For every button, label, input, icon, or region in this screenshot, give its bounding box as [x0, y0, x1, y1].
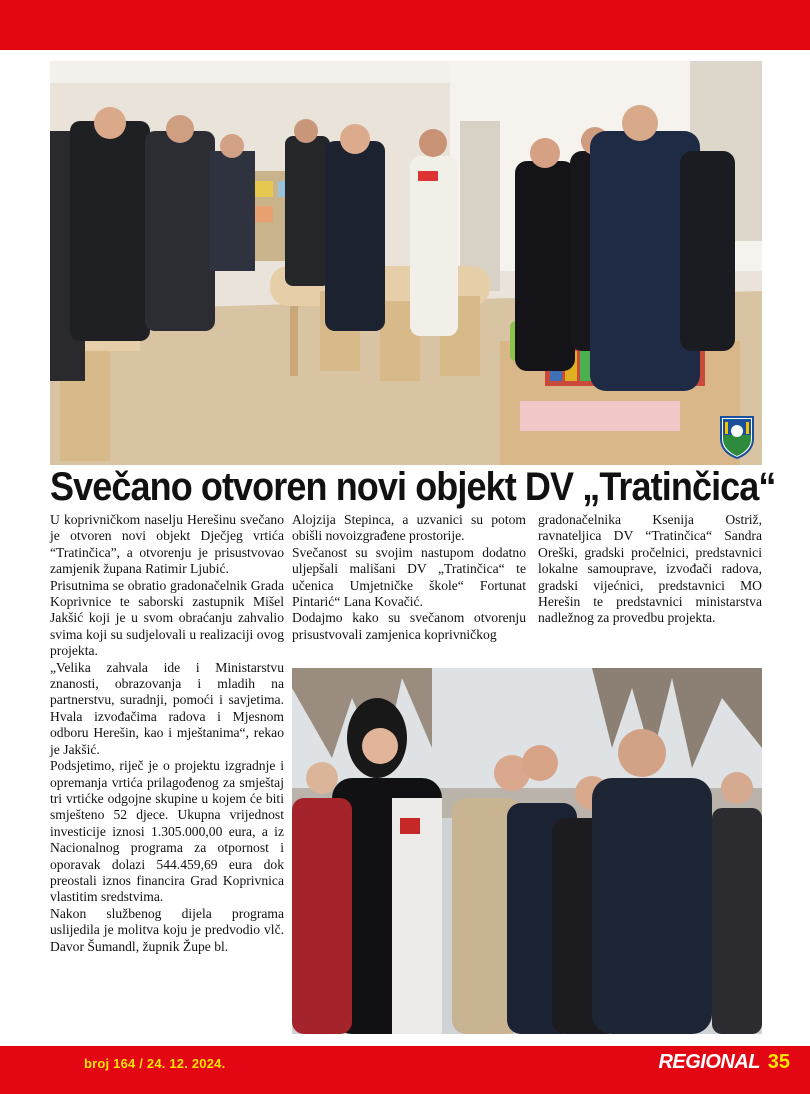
text-column-2	[292, 512, 526, 643]
classroom-photo	[50, 61, 762, 465]
paragraph: Prisutnima se obratio gradonačelnik Grada Koprivnice te saborski zastupnik Mišel Jakšić koji je u svom obraćanju zahvalio svima koji su sudjelovali u realizaciji ovog projekta.	[50, 577, 284, 659]
page-number: 35	[767, 1051, 790, 1073]
paragraph: U koprivničkom naselju Herešinu svečano je otvoren novi objekt Dječjeg vrtića “Tratinčica”, a otvorenju je prisustvovao zamjenik župana Ratimir Ljubić.	[50, 512, 284, 577]
paragraph: gradonačelnika Ksenija Ostriž, ravnateljica DV “Tratinčica“ Sandra Oreški, gradski pročelnici, predstavnici lokalne samouprave, izvođači radova, gradski vijećnici, predstavnici MO Herešin te predstavnici ministarstva nadležnog za provedbu projekta.	[538, 512, 762, 626]
quote-paragraph: „Velika zahvala ide i Ministarstvu znanosti, obrazovanja i mladih na partnerstvu, suradnji, pomoći i savjetima. Hvala izvođačima radova i Mjesnom odboru Herešin, kao i mještanima“, rekao je Jakšić.	[50, 659, 284, 757]
paragraph: Dodajmo kako su svečanom otvorenju prisustvovali zamjenica koprivničkog	[292, 610, 526, 642]
paragraph: Nakon službenog dijela programa uslijedila je molitva koju je predvodio vlč. Davor Šumandl, župnik Župe bl.	[50, 905, 284, 954]
issue-info: broj 164 / 24. 12. 2024.	[84, 1056, 226, 1071]
paragraph: Alojzija Stepinca, a uzvanici su potom obišli novoizgrađene prostorije.	[292, 512, 526, 544]
coat-of-arms-icon	[719, 415, 755, 459]
text-column-3	[538, 512, 762, 627]
paragraph: Podsjetimo, riječ je o projektu izgradnje i opremanja vrtića prilagođenog za smještaj tri vrtićke odgojne skupine u kojem će biti smješteno 52 djece. Ukupna vrijednost investicije iznosi 1.305.000,00 eura, a iz Nacionalnog programa za otpornost i oporavak dolazi 544.459,69 eura dok preostali iznos financira Grad Koprivnica vlastitim sredstvima.	[50, 758, 284, 905]
paragraph: Svečanost su svojim nastupom dodatno uljepšali mališani DV „Tratinčica“ te učenica Umjetničke škole“ Fortunat Pintarić“ Lana Kovačić.	[292, 544, 526, 610]
outdoor-group-photo	[292, 668, 762, 1034]
top-red-bar	[0, 0, 810, 50]
article-headline: Svečano otvoren novi objekt DV „Tratinčica“	[50, 465, 776, 509]
text-column-1	[50, 512, 284, 955]
magazine-logo: REGIONAL	[658, 1051, 760, 1073]
